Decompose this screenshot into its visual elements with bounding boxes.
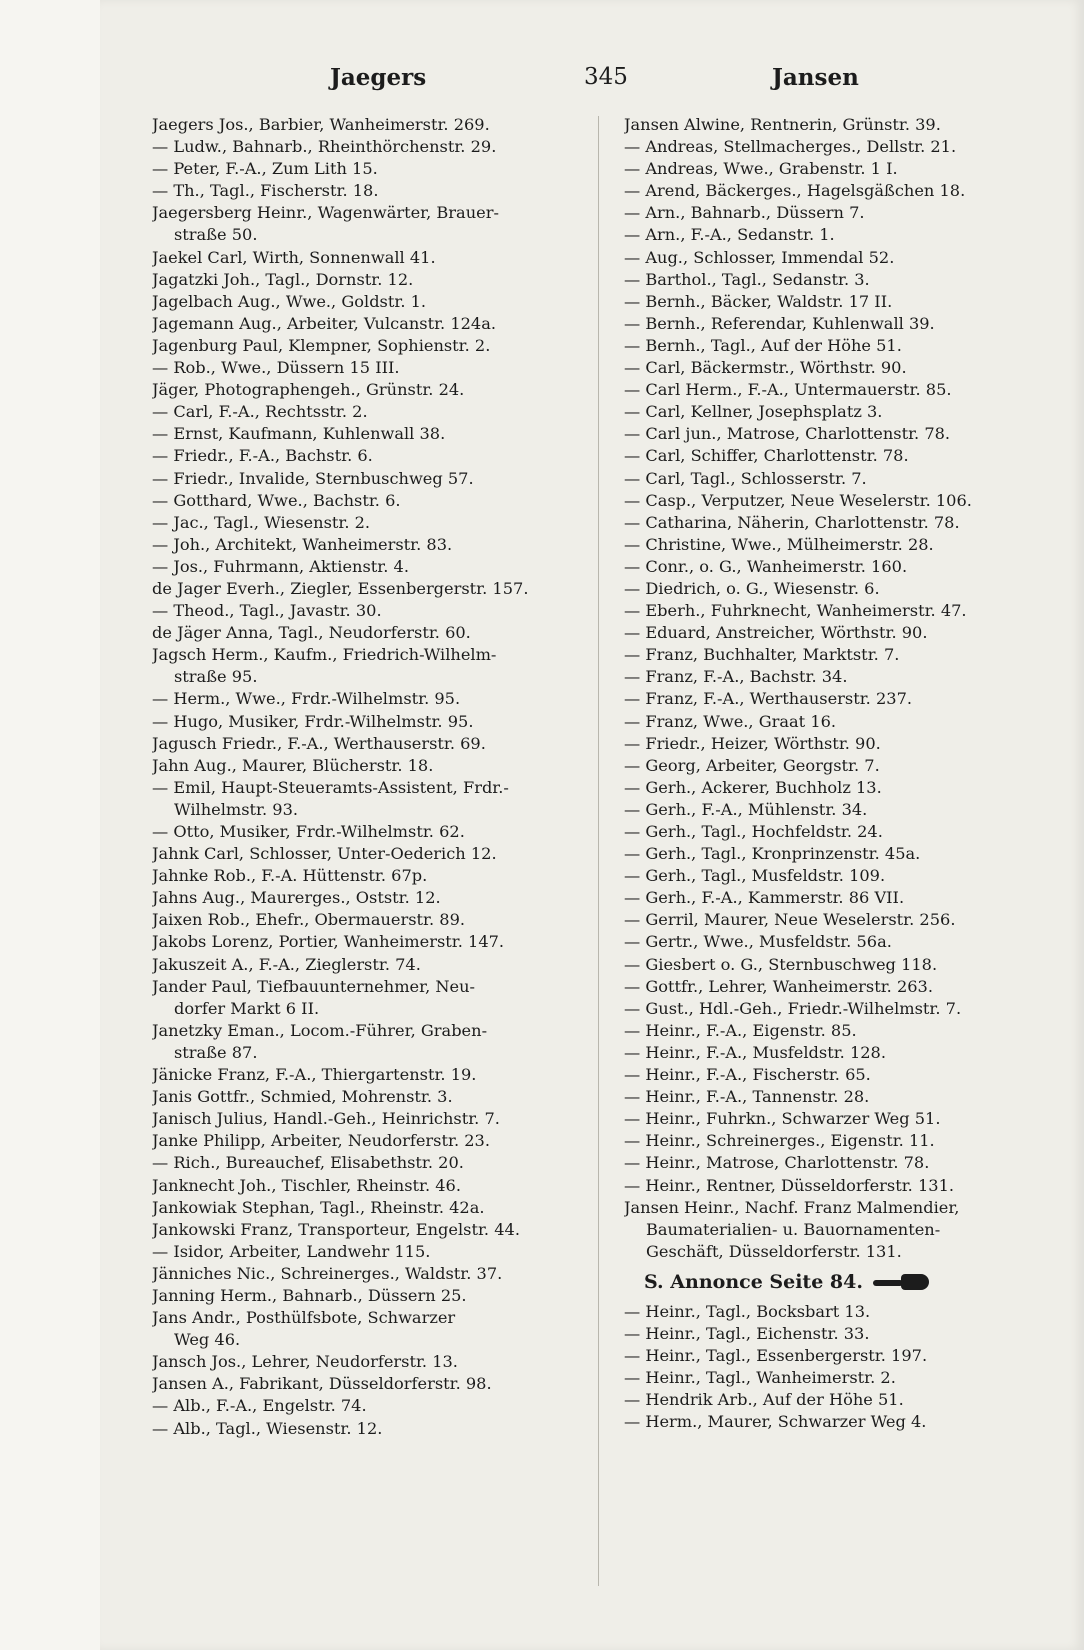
entry-text: Jaekel Carl, Wirth, Sonnenwall 41. [152,247,436,267]
entry-text: — Hugo, Musiker, Frdr.-Wilhelmstr. 95. [152,711,474,731]
entry-text: — Carl, F.-A., Rechtsstr. 2. [152,402,368,422]
entry-text: Janknecht Joh., Tischler, Rheinstr. 46. [152,1175,461,1195]
entry-text: Jahnk Carl, Schlosser, Unter-Oederich 12. [152,844,497,864]
entry-continuation: straße 87. [174,1042,258,1062]
entry-text: Jankowski Franz, Transporteur, Engelstr. 44. [152,1219,520,1239]
directory-entry [152,291,582,313]
directory-entry [152,1197,582,1219]
directory-entry [624,1064,1066,1086]
header-left-word: Jaegers [330,64,427,91]
entry-text: Jäger, Photographengeh., Grünstr. 24. [152,380,465,400]
directory-entry [624,1197,1066,1263]
entry-text: — Conr., o. G., Wanheimerstr. 160. [624,556,908,576]
entry-text: — Gerh., Tagl., Musfeldstr. 109. [624,866,886,886]
entry-text: Jander Paul, Tiefbauunternehmer, Neu- [152,976,476,996]
entry-text: Jansch Jos., Lehrer, Neudorferstr. 13. [152,1352,458,1372]
directory-entry [624,843,1066,865]
entry-text: Jahnke Rob., F.-A. Hüttenstr. 67p. [152,866,428,886]
entry-text: — Aug., Schlosser, Immendal 52. [624,247,895,267]
entry-text: — Eberh., Fuhrknecht, Wanheimerstr. 47. [624,601,967,621]
directory-entry [152,313,582,335]
directory-entry [152,1351,582,1373]
entry-text: Janetzky Eman., Locom.-Führer, Graben- [152,1020,488,1040]
entry-text: — Arn., F.-A., Sedanstr. 1. [624,225,835,245]
right-column [624,114,1066,1434]
entry-text: — Ludw., Bahnarb., Rheinthörchenstr. 29. [152,137,497,157]
directory-entry [624,1152,1066,1174]
directory-entry [624,158,1066,180]
directory-entry [152,622,582,644]
directory-entry [152,379,582,401]
directory-entry [624,1323,1066,1345]
entry-text: Jagemann Aug., Arbeiter, Vulcanstr. 124a. [152,313,497,333]
entry-text: — Carl jun., Matrose, Charlottenstr. 78. [624,424,951,444]
directory-entry [152,1020,582,1064]
entry-text: — Gerh., Tagl., Hochfeldstr. 24. [624,822,883,841]
entry-text: — Otto, Musiker, Frdr.-Wilhelmstr. 62. [152,822,465,841]
directory-entry [152,1108,582,1130]
directory-entry [152,843,582,865]
entry-text: Jänicke Franz, F.-A., Thiergartenstr. 19. [152,1065,477,1085]
directory-entry [624,777,1066,799]
directory-entry [152,578,582,600]
directory-entry [624,556,1066,578]
directory-entry [624,1367,1066,1389]
entry-text: — Andreas, Stellmacherges., Dellstr. 21. [624,137,957,157]
entry-text: — Herm., Maurer, Schwarzer Weg 4. [624,1412,927,1432]
entry-continuation: straße 95. [174,667,258,687]
directory-entry [624,1020,1066,1042]
directory-entry [152,556,582,578]
entry-text: — Franz, F.-A., Werthauserstr. 237. [624,689,913,709]
directory-entry [624,202,1066,224]
directory-entry [624,887,1066,909]
entry-text: — Heinr., F.-A., Eigenstr. 85. [624,1020,857,1040]
directory-entry [152,1285,582,1307]
directory-entry [624,622,1066,644]
directory-entry [624,1175,1066,1197]
directory-entry [152,1152,582,1174]
directory-entry [152,247,582,269]
entry-text: — Joh., Architekt, Wanheimerstr. 83. [152,534,453,554]
entry-text: — Diedrich, o. G., Wiesenstr. 6. [624,578,880,598]
entry-text: — Heinr., Tagl., Essenbergerstr. 197. [624,1346,928,1366]
directory-entry [624,468,1066,490]
entry-text: — Heinr., Matrose, Charlottenstr. 78. [624,1153,930,1173]
entry-text: — Carl, Bäckermstr., Wörthstr. 90. [624,358,907,378]
entry-text: — Gerh., F.-A., Mühlenstr. 34. [624,799,868,819]
entry-text: Jans Andr., Posthülfsbote, Schwarzer [152,1308,456,1328]
directory-entry [152,733,582,755]
entry-text: Jaegersberg Heinr., Wagenwärter, Brauer- [152,203,499,223]
entry-text: — Emil, Haupt-Steueramts-Assistent, Frdr.- [152,777,509,797]
entry-continuation: Geschäft, Düsseldorferstr. 131. [646,1241,902,1261]
directory-entry [152,180,582,202]
entry-text: — Casp., Verputzer, Neue Weselerstr. 106. [624,490,972,510]
directory-entry [152,1418,582,1440]
directory-entry [152,335,582,357]
entry-text: Jankowiak Stephan, Tagl., Rheinstr. 42a. [152,1197,485,1217]
directory-entry [152,821,582,843]
left-column [152,114,582,1440]
directory-entry [624,578,1066,600]
entry-text: — Franz, Wwe., Graat 16. [624,711,837,731]
entry-text: — Heinr., Tagl., Wanheimerstr. 2. [624,1368,896,1388]
entry-text: Jahn Aug., Maurer, Blücherstr. 18. [152,755,434,775]
column-divider [598,116,599,1586]
directory-entry [152,158,582,180]
entry-text: Jagusch Friedr., F.-A., Werthauserstr. 69. [152,733,486,753]
directory-entry [624,976,1066,998]
directory-entry [624,909,1066,931]
entry-text: Jansen A., Fabrikant, Düsseldorferstr. 98. [152,1374,492,1394]
annonce-text: S. Annonce Seite 84. [644,1270,863,1293]
directory-entry [152,1307,582,1351]
directory-entry [152,1130,582,1152]
entry-text: de Jager Everh., Ziegler, Essenbergerstr. 157. [152,578,529,598]
entry-text: — Isidor, Arbeiter, Landwehr 115. [152,1241,431,1261]
entry-text: — Arend, Bäckerges., Hagelsgäßchen 18. [624,181,966,201]
directory-entry [152,1241,582,1263]
entry-text: Jakobs Lorenz, Portier, Wanheimerstr. 147. [152,932,505,952]
directory-entry [624,1042,1066,1064]
entry-text: — Alb., Tagl., Wiesenstr. 12. [152,1418,383,1438]
directory-entry [624,865,1066,887]
entry-text: — Alb., F.-A., Engelstr. 74. [152,1396,367,1416]
entry-text: — Friedr., Invalide, Sternbuschweg 57. [152,468,474,488]
entry-text: — Jac., Tagl., Wiesenstr. 2. [152,512,371,532]
entry-continuation: Baumaterialien- u. Bauornamenten- [646,1219,941,1239]
entry-text: — Heinr., F.-A., Fischerstr. 65. [624,1065,871,1085]
entry-text: — Peter, F.-A., Zum Lith 15. [152,159,378,179]
entry-continuation: dorfer Markt 6 II. [174,998,320,1018]
entry-text: — Barthol., Tagl., Sedanstr. 3. [624,269,870,289]
entry-text: — Christine, Wwe., Mülheimerstr. 28. [624,534,934,554]
entry-text: — Hendrik Arb., Auf der Höhe 51. [624,1390,904,1410]
entry-text: — Friedr., Heizer, Wörthstr. 90. [624,733,881,753]
header-right-word: Jansen [772,64,859,91]
directory-entry [152,136,582,158]
entry-text: — Jos., Fuhrmann, Aktienstr. 4. [152,556,409,576]
entry-text: — Gerh., Ackerer, Buchholz 13. [624,777,882,797]
directory-entry [624,688,1066,710]
directory-entry [624,180,1066,202]
entry-text: — Th., Tagl., Fischerstr. 18. [152,181,379,201]
entry-text: — Gertr., Wwe., Musfeldstr. 56a. [624,932,892,952]
entry-text: de Jäger Anna, Tagl., Neudorferstr. 60. [152,623,471,643]
entry-text: Jagelbach Aug., Wwe., Goldstr. 1. [152,291,427,311]
entry-text: Jaixen Rob., Ehefr., Obermauerstr. 89. [152,910,466,930]
directory-entry [152,512,582,534]
directory-entry [152,1263,582,1285]
directory-entry [624,1389,1066,1411]
entry-text: — Rob., Wwe., Düssern 15 III. [152,358,400,378]
directory-entry [624,423,1066,445]
entry-text: Jagsch Herm., Kaufm., Friedrich-Wilhelm- [152,645,497,665]
directory-entry [624,931,1066,953]
entry-text: — Theod., Tagl., Javastr. 30. [152,601,382,621]
entry-text: — Gust., Hdl.-Geh., Friedr.-Wilhelmstr. 7. [624,998,962,1018]
entry-text: — Gerh., F.-A., Kammerstr. 86 VII. [624,888,905,908]
directory-entry [152,357,582,379]
entry-text: — Franz, Buchhalter, Marktstr. 7. [624,645,900,665]
entry-continuation: straße 50. [174,225,258,245]
directory-entry [624,1108,1066,1130]
directory-entry [152,423,582,445]
directory-entry [624,954,1066,976]
entry-text: Janis Gottfr., Schmied, Mohrenstr. 3. [152,1087,453,1107]
entry-text: — Giesbert o. G., Sternbuschweg 118. [624,954,938,974]
entry-text: Jaegers Jos., Barbier, Wanheimerstr. 269. [152,115,490,134]
entry-text: — Bernh., Tagl., Auf der Höhe 51. [624,335,902,355]
directory-entry [152,1086,582,1108]
entry-text: — Carl, Kellner, Josephsplatz 3. [624,402,883,422]
directory-entry [624,269,1066,291]
directory-entry [624,644,1066,666]
directory-entry [152,954,582,976]
entry-text: — Gottfr., Lehrer, Wanheimerstr. 263. [624,976,933,996]
directory-entry [624,401,1066,423]
directory-entry [624,755,1066,777]
entry-text: — Catharina, Näherin, Charlottenstr. 78. [624,512,960,532]
entry-text: Jagenburg Paul, Klempner, Sophienstr. 2. [152,335,491,355]
directory-entry [624,357,1066,379]
directory-entry [152,688,582,710]
entry-text: — Heinr., Fuhrkn., Schwarzer Weg 51. [624,1109,941,1129]
directory-entry [624,666,1066,688]
directory-entry [624,998,1066,1020]
entry-text: — Herm., Wwe., Frdr.-Wilhelmstr. 95. [152,689,461,709]
directory-entry [152,202,582,246]
entry-text: — Gotthard, Wwe., Bachstr. 6. [152,490,401,510]
directory-entry [624,534,1066,556]
directory-entry [624,490,1066,512]
directory-entry [152,490,582,512]
directory-entry [624,114,1066,136]
entry-text: Janke Philipp, Arbeiter, Neudorferstr. 23. [152,1131,490,1151]
entry-text: — Franz, F.-A., Bachstr. 34. [624,667,848,687]
directory-entry [624,136,1066,158]
directory-entry [152,445,582,467]
directory-entry [152,1395,582,1417]
directory-entry [624,799,1066,821]
directory-entry [152,114,582,136]
page-header [122,64,882,100]
directory-entry [152,1175,582,1197]
directory-entry [152,887,582,909]
entry-text: Jänniches Nic., Schreinerges., Waldstr. 37. [152,1263,503,1283]
directory-entry [624,445,1066,467]
directory-entry [152,865,582,887]
entry-text: — Heinr., F.-A., Tannenstr. 28. [624,1087,870,1107]
directory-entry [624,291,1066,313]
directory-entry [624,733,1066,755]
directory-entry [152,777,582,821]
entry-text: Jakuszeit A., F.-A., Zieglerstr. 74. [152,954,421,974]
directory-entry [624,600,1066,622]
entry-text: — Friedr., F.-A., Bachstr. 6. [152,446,373,466]
directory-entry [152,534,582,556]
directory-entry [152,269,582,291]
directory-entry [624,711,1066,733]
entry-text: — Eduard, Anstreicher, Wörthstr. 90. [624,623,928,643]
entry-text: Janisch Julius, Handl.-Geh., Heinrichstr. 7. [152,1109,500,1129]
directory-entry [152,755,582,777]
entry-text: Janning Herm., Bahnarb., Düssern 25. [152,1285,467,1305]
pointing-hand-icon [873,1272,931,1292]
directory-entry [152,976,582,1020]
directory-entry [624,1130,1066,1152]
entry-text: Jansen Alwine, Rentnerin, Grünstr. 39. [624,115,941,134]
directory-entry [624,1301,1066,1323]
directory-entry [624,313,1066,335]
entry-text: — Bernh., Bäcker, Waldstr. 17 II. [624,291,893,311]
entry-text: — Bernh., Referendar, Kuhlenwall 39. [624,313,935,333]
entry-text: Jansen Heinr., Nachf. Franz Malmendier, [624,1197,960,1217]
entry-continuation: Wilhelmstr. 93. [174,799,299,819]
directory-entry [624,512,1066,534]
entry-text: — Gerril, Maurer, Neue Weselerstr. 256. [624,910,956,930]
directory-entry [152,711,582,733]
directory-entry [152,468,582,490]
entry-text: — Heinr., Rentner, Düsseldorferstr. 131. [624,1175,955,1195]
directory-entry [624,821,1066,843]
entry-text: — Heinr., Tagl., Eichenstr. 33. [624,1324,870,1344]
directory-entry [152,1219,582,1241]
entry-text: — Georg, Arbeiter, Georgstr. 7. [624,755,880,775]
entry-text: — Heinr., F.-A., Musfeldstr. 128. [624,1042,886,1062]
entry-text: — Gerh., Tagl., Kronprinzenstr. 45a. [624,844,921,864]
entry-text: Jahns Aug., Maurerges., Oststr. 12. [152,888,441,908]
annonce-reference [644,1271,1066,1293]
directory-entry [152,1373,582,1395]
entry-text: — Ernst, Kaufmann, Kuhlenwall 38. [152,424,446,444]
directory-entry [152,644,582,688]
directory-entry [624,335,1066,357]
entry-text: — Heinr., Schreinerges., Eigenstr. 11. [624,1131,935,1151]
directory-entry [152,600,582,622]
directory-entry [152,931,582,953]
directory-entry [624,224,1066,246]
entry-text: — Carl, Tagl., Schlosserstr. 7. [624,468,867,488]
directory-entry [152,1064,582,1086]
entry-text: — Carl Herm., F.-A., Untermauerstr. 85. [624,380,952,400]
entry-text: — Andreas, Wwe., Grabenstr. 1 I. [624,159,898,179]
directory-entry [624,1345,1066,1367]
entry-text: — Heinr., Tagl., Bocksbart 13. [624,1301,871,1321]
directory-entry [152,909,582,931]
page-number: 345 [584,64,628,90]
entry-text: — Rich., Bureauchef, Elisabethstr. 20. [152,1153,464,1173]
directory-entry [624,379,1066,401]
entry-text: Jagatzki Joh., Tagl., Dornstr. 12. [152,269,414,289]
entry-text: — Carl, Schiffer, Charlottenstr. 78. [624,446,909,466]
entry-continuation: Weg 46. [174,1330,241,1350]
entry-text: — Arn., Bahnarb., Düssern 7. [624,203,865,223]
directory-entry [624,1086,1066,1108]
directory-entry [152,401,582,423]
directory-entry [624,1411,1066,1433]
directory-entry [624,247,1066,269]
